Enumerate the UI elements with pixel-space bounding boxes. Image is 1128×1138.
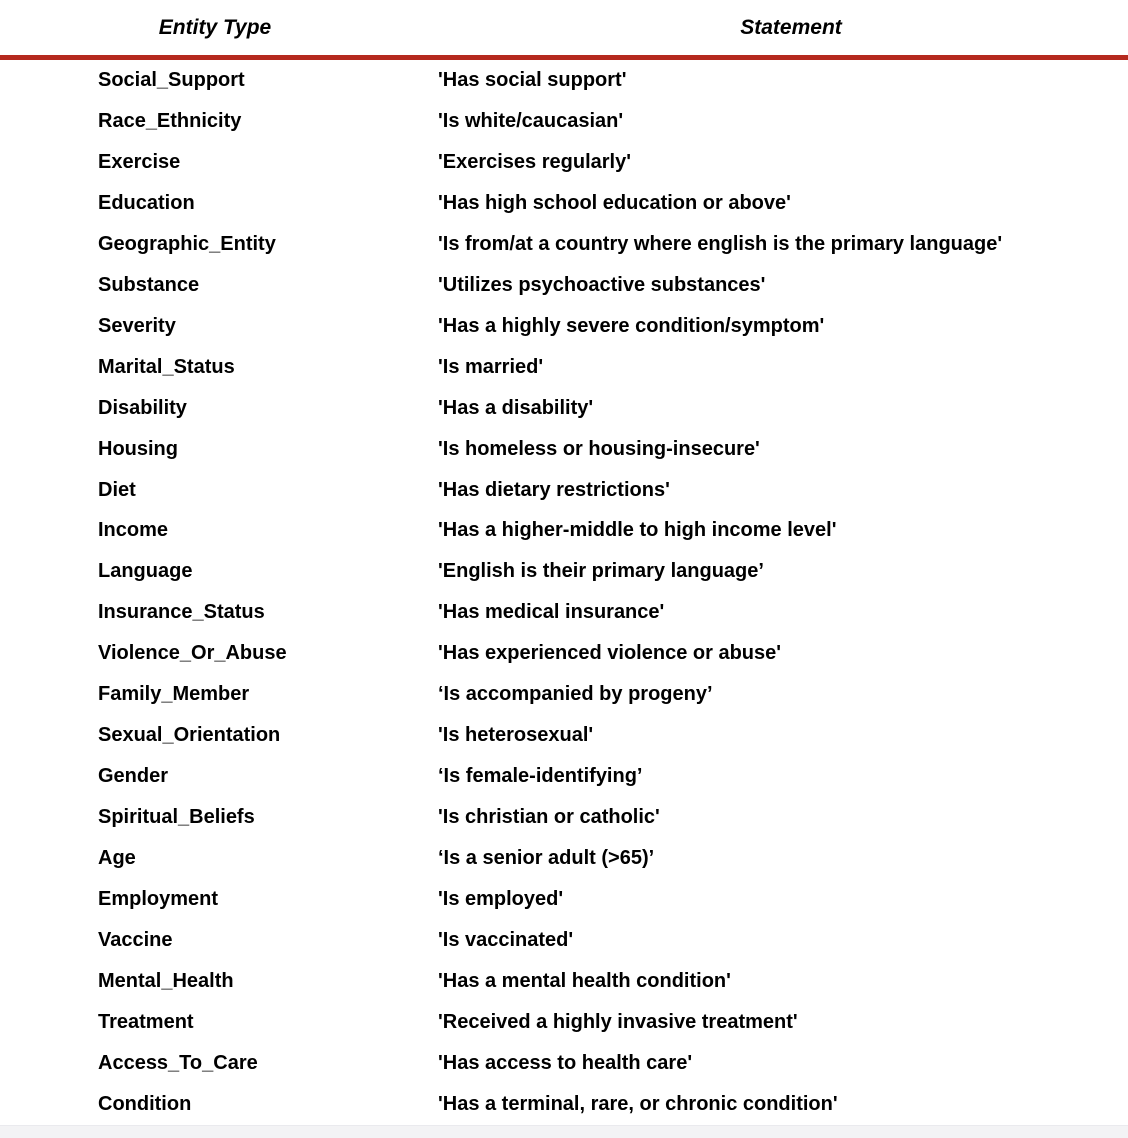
bottom-scroll-strip <box>0 1125 1128 1138</box>
entity-type-cell: Spiritual_Beliefs <box>98 806 255 829</box>
entity-type-cell: Geographic_Entity <box>98 232 276 255</box>
table-row <box>0 183 1128 224</box>
statement-cell: 'Exercises regularly' <box>438 150 631 173</box>
entity-type-cell: Substance <box>98 273 200 296</box>
statement-cell: 'Utilizes psychoactive substances' <box>438 273 766 296</box>
table-row <box>0 388 1128 429</box>
table-row <box>0 101 1128 142</box>
entity-type-cell: Treatment <box>98 1010 194 1033</box>
statement-cell: 'Is married' <box>438 355 544 378</box>
table-row <box>0 879 1128 920</box>
table-header-row <box>0 0 1128 60</box>
statement-cell: 'Is homeless or housing-insecure' <box>438 437 760 460</box>
statement-cell: 'Has social support' <box>438 68 627 91</box>
statement-cell: ‘Is a senior adult (>65)’ <box>438 847 655 870</box>
entity-type-cell: Disability <box>98 396 187 419</box>
table-row <box>0 265 1128 306</box>
column-header-entity-type: Entity Type <box>158 15 272 39</box>
table-row <box>0 510 1128 551</box>
table-row <box>0 838 1128 879</box>
entity-type-cell: Language <box>98 560 193 583</box>
table-row <box>0 429 1128 470</box>
statement-cell: 'English is their primary language’ <box>438 560 764 583</box>
statement-cell: 'Is christian or catholic' <box>438 806 660 829</box>
entity-type-cell: Condition <box>98 1092 192 1115</box>
statement-cell: 'Is vaccinated' <box>438 928 574 951</box>
table-row <box>0 224 1128 265</box>
statement-cell: 'Has a terminal, rare, or chronic condition' <box>438 1092 838 1115</box>
entity-type-cell: Marital_Status <box>98 355 235 378</box>
table-row <box>0 347 1128 388</box>
entity-type-cell: Diet <box>98 478 136 501</box>
statement-cell: 'Has dietary restrictions' <box>438 478 670 501</box>
entity-type-cell: Race_Ethnicity <box>98 109 242 132</box>
entity-type-cell: Sexual_Orientation <box>98 724 281 747</box>
table-row <box>0 142 1128 183</box>
entity-type-cell: Violence_Or_Abuse <box>98 642 287 665</box>
table-row <box>0 756 1128 797</box>
statement-cell: 'Is from/at a country where english is the primary language' <box>438 232 1003 255</box>
table-row <box>0 1043 1128 1084</box>
table-row <box>0 551 1128 592</box>
entity-type-cell: Age <box>98 847 136 870</box>
entity-type-cell: Insurance_Status <box>98 601 265 624</box>
table-row <box>0 715 1128 756</box>
statement-cell: ‘Is female-identifying’ <box>438 765 643 788</box>
entity-type-cell: Severity <box>98 314 176 337</box>
entity-type-cell: Income <box>98 519 169 542</box>
table-row <box>0 470 1128 511</box>
statement-cell: 'Is heterosexual' <box>438 724 594 747</box>
table-row <box>0 592 1128 633</box>
table-row <box>0 674 1128 715</box>
entity-type-cell: Gender <box>98 765 169 788</box>
statement-cell: 'Has experienced violence or abuse' <box>438 642 781 665</box>
statement-cell: 'Received a highly invasive treatment' <box>438 1010 798 1033</box>
table-row <box>0 1002 1128 1043</box>
table-row <box>0 961 1128 1002</box>
statement-cell: 'Is employed' <box>438 888 564 911</box>
table-row <box>0 920 1128 961</box>
table-row <box>0 60 1128 101</box>
entity-type-cell: Vaccine <box>98 928 173 951</box>
statement-cell: 'Has medical insurance' <box>438 601 665 624</box>
entity-type-cell: Exercise <box>98 150 181 173</box>
entity-type-cell: Mental_Health <box>98 969 234 992</box>
statement-cell: ‘Is accompanied by progeny’ <box>438 683 713 706</box>
statement-cell: 'Has a mental health condition' <box>438 969 731 992</box>
entity-type-cell: Access_To_Care <box>98 1051 258 1074</box>
table-body <box>0 60 1128 1125</box>
entity-type-cell: Family_Member <box>98 683 250 706</box>
statement-cell: 'Has a higher-middle to high income level' <box>438 519 837 542</box>
statement-cell: 'Has a disability' <box>438 396 594 419</box>
entity-type-cell: Education <box>98 191 195 214</box>
statement-cell: 'Has a highly severe condition/symptom' <box>438 314 825 337</box>
statement-cell: 'Has access to health care' <box>438 1051 693 1074</box>
statement-cell: 'Is white/caucasian' <box>438 109 624 132</box>
table-row <box>0 797 1128 838</box>
table-row <box>0 1084 1128 1125</box>
entity-type-cell: Housing <box>98 437 178 460</box>
statement-cell: 'Has high school education or above' <box>438 191 791 214</box>
entity-type-cell: Social_Support <box>98 68 245 91</box>
column-header-statement: Statement <box>740 15 842 39</box>
entity-type-cell: Employment <box>98 888 219 911</box>
table-row <box>0 633 1128 674</box>
table-row <box>0 306 1128 347</box>
